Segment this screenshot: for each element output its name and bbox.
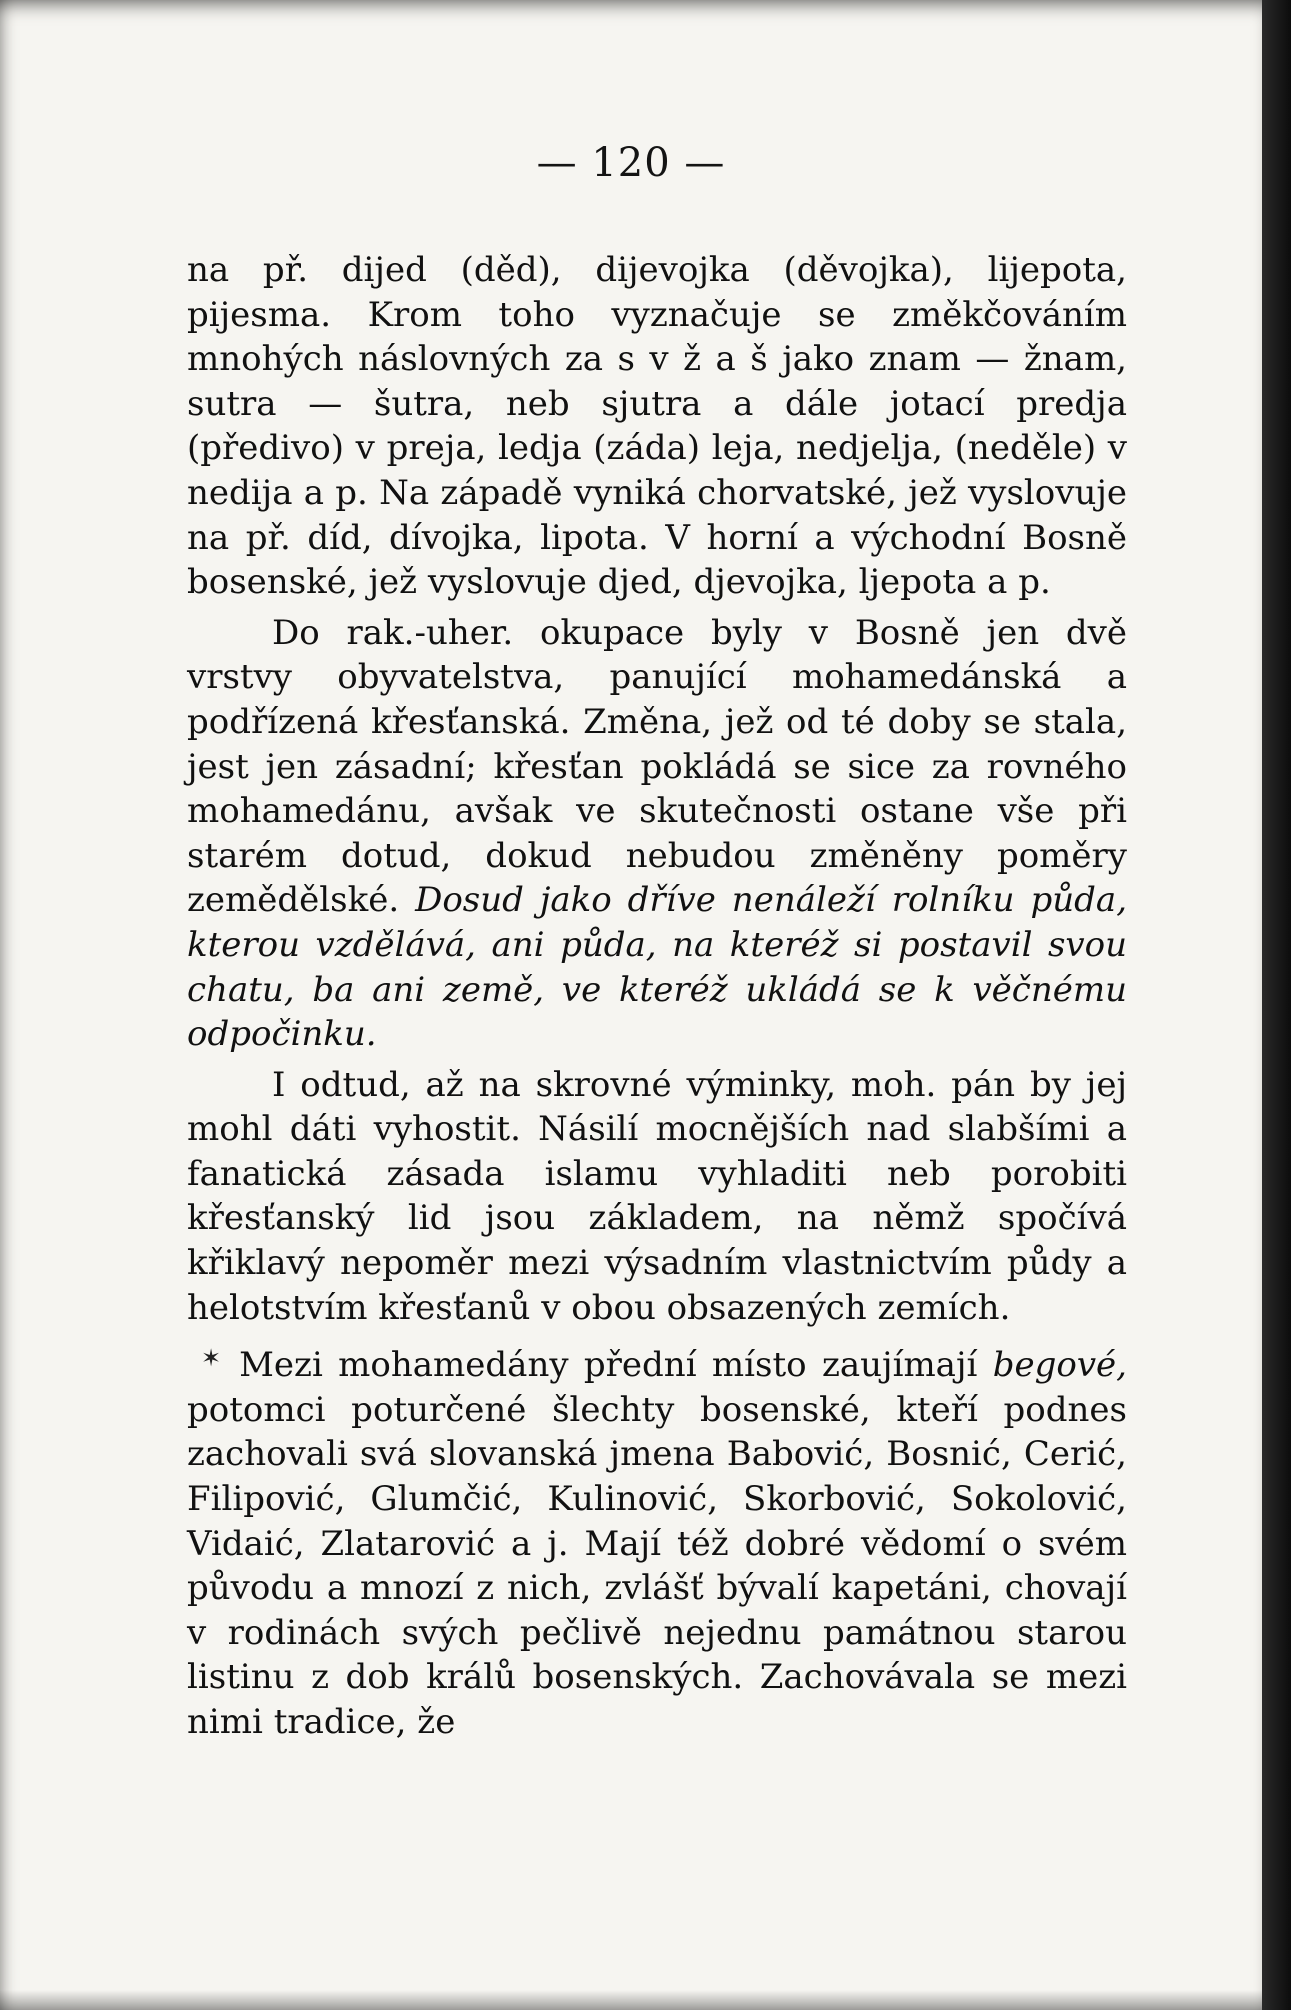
paragraph-3: I odtud, až na skrovné výminky, moh. pán by jej mohl dáti vyhostit. Násilí mocnějších nad slabšími a fanatická zásada islamu vyhladiti neb porobiti křesťanský lid jsou základem, na němž spočívá křiklavý nepoměr mezi výsadním vlastnictvím půdy a helotstvím křesťanů v obou obsazených zemích. — [187, 1064, 1127, 1328]
body-text — [187, 248, 1127, 1751]
paragraph-2 — [187, 611, 1127, 1057]
paragraph-2-italic: Dosud jako dříve nenáleží rolníku půda, kterou vzdělává, ani půda, na kteréž si postavil svou chatu, ba ani země, ve kteréž ukládá se k věčnému odpočinku. — [187, 880, 1128, 1055]
paragraph-4 — [187, 1336, 1127, 1744]
paragraph-2-text: Do rak.-uher. okupace byly v Bosně jen dvě vrstvy obyvatelstva, panující mohamedánská a podřízená křesťanská. Změna, jež od té doby se stala, jest jen zásadní; křesťan pokládá se sice za rovného mohamedánu, avšak ve skutečnosti ostane vše při starém dotud, dokud nebudou změněny poměry zemědělské. — [187, 612, 1127, 921]
page-bottom-shadow — [0, 1990, 1262, 2010]
page-number: — 120 — — [536, 140, 726, 186]
page-binding-edge — [1262, 0, 1291, 2010]
paragraph-4-italic: begové, — [992, 1345, 1127, 1386]
paragraph-1: na př. dijed (děd), dijevojka (děvojka), lijepota, pijesma. Krom toho vyznačuje se změkčováním mnohých náslovných za s v ž a š jako znam — žnam, sutra — šutra, neb sjutra a dále jotací predja (předivo) v preja, ledja (záda) leja, nedjelja, (neděle) v nedija a p. Na západě vyniká chorvatské, jež vyslovuje na př. díd, dívojka, lipota. V horní a východní Bosně bosenské, jež vyslovuje djed, djevojka, ljepota a p. — [187, 250, 1127, 603]
paragraph-4-start: Mezi mohamedány přední místo zaujímají — [239, 1345, 978, 1386]
margin-note-marker: ✶ — [201, 1344, 222, 1373]
paragraph-4-rest: potomci poturčené šlechty bosenské, kteří podnes zachovali svá slovanská jmena Babović, Bosnić, Cerić, Filipović, Glumčić, Kulinović, Skorbović, Sokolović, Vidaić, Zlatarović a j. Mají též dobré vědomí o svém původu a mnozí z nich, zvlášť bývalí kapetáni, chovají v rodinách svých pečlivě nejednu památnou starou listinu z dob králů bosenských. Zachovávala se mezi nimi tradice, že — [187, 1389, 1127, 1742]
